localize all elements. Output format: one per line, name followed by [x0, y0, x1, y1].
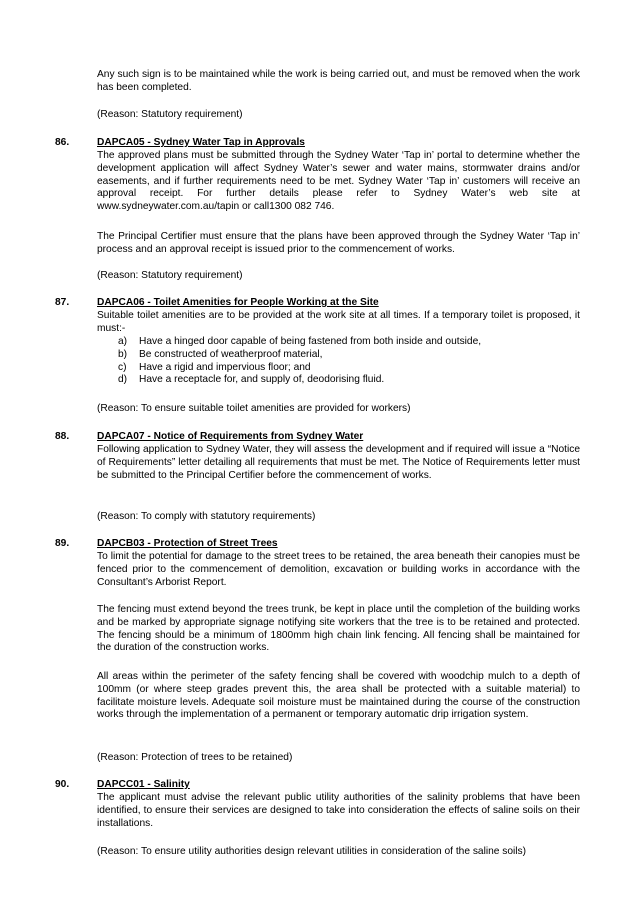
list-item: [97, 349, 580, 362]
condition-88-para1: [97, 444, 580, 482]
list-item-marker: b): [118, 348, 128, 360]
condition-87-heading: DAPCA06 - Toilet Amenities for People Working at the Site: [97, 297, 379, 308]
condition-89-para1: [97, 551, 580, 589]
list-item-marker: d): [118, 374, 128, 386]
condition-90-number: 90.: [55, 779, 70, 790]
condition-90-reason-text: (Reason: To ensure utility authorities design relevant utilities in consideration of the saline soils): [97, 846, 527, 857]
condition-89-heading: DAPCB03 - Protection of Street Trees: [97, 538, 278, 549]
condition-88-reason: [97, 511, 580, 524]
list-item-marker: c): [118, 361, 127, 373]
condition-87-list: [97, 336, 580, 387]
condition-88-reason-text: (Reason: To comply with statutory requirements): [97, 511, 316, 522]
condition-89-para2-text: The fencing must extend beyond the trees trunk, be kept in place until the completion of the building works and be marked by appropriate signage notifying site workers that the tree is to be retained and protected. The fencing should be a minimum of 1800mm high chain link fencing. All fencing shall be maintained for the duration of the construction works.: [97, 604, 580, 654]
condition-86-number: 86.: [55, 137, 70, 148]
condition-87-reason: [97, 403, 580, 416]
condition-89-para3-text: All areas within the perimeter of the safety fencing shall be covered with woodchip mulch to a depth of 100mm (or where steep grades prevent this, the area shall be protected with a suitable material) to facilitate moisture levels. Adequate soil moisture must be maintained during the course of the construction works through the implementation of a permanent or temporary automatic drip irrigation system.: [97, 671, 580, 721]
condition-88-number: 88.: [55, 431, 70, 442]
condition-90-para1-text: The applicant must advise the relevant public utility authorities of the salinity problems that have been identified, to ensure their services are designed to take into consideration the effects of saline soils on their installations.: [97, 792, 580, 829]
condition-90-para1: [97, 792, 580, 830]
condition-87-number: 87.: [55, 297, 70, 308]
list-item-text: Have a rigid and impervious floor; and: [139, 361, 311, 373]
list-item: [97, 362, 580, 375]
condition-86-heading: DAPCA05 - Sydney Water Tap in Approvals: [97, 137, 305, 148]
requirements-list: [97, 336, 580, 387]
condition-87-reason-text: (Reason: To ensure suitable toilet amenities are provided for workers): [97, 403, 411, 414]
list-item-text: Be constructed of weatherproof material,: [139, 348, 323, 360]
condition-88-para1-text: Following application to Sydney Water, they will assess the development and if required will issue a “Notice of Requirements” letter detailing all requirements that must be met. The Notice of Requirements letter must be submitted to the Principal Certifier before the commencement of works.: [97, 444, 580, 481]
list-item: [97, 374, 580, 387]
condition-88-heading: DAPCA07 - Notice of Requirements from Sydney Water: [97, 431, 364, 442]
condition-89-para3: [97, 671, 580, 722]
condition-86-reason: [97, 270, 580, 283]
condition-90-reason: [97, 846, 580, 859]
condition-89-reason: [97, 752, 580, 765]
condition-90-heading: DAPCC01 - Salinity: [97, 779, 190, 790]
intro-text: Any such sign is to be maintained while the work is being carried out, and must be removed when the work has been completed.: [97, 69, 580, 93]
intro-reason-text: (Reason: Statutory requirement): [97, 109, 243, 120]
condition-89-para2: [97, 604, 580, 655]
condition-86-para2: [97, 231, 580, 257]
list-item-text: Have a receptacle for, and supply of, deodorising fluid.: [139, 374, 385, 386]
condition-89-number: 89.: [55, 538, 70, 549]
condition-89-para1-text: To limit the potential for damage to the street trees to be retained, the area beneath their canopies must be fenced prior to the commencement of demolition, excavation or building works in accordance with the Consultant’s Arborist Report.: [97, 551, 580, 588]
condition-89-reason-text: (Reason: Protection of trees to be retained): [97, 752, 293, 763]
condition-87-para1: [97, 310, 580, 336]
list-item-text: Have a hinged door capable of being fastened from both inside and outside,: [139, 336, 482, 347]
condition-86-para2-text: The Principal Certifier must ensure that the plans have been approved through the Sydney Water ‘Tap in’ process and an approval receipt is issued prior to the commencement of works.: [97, 231, 580, 255]
condition-86-reason-text: (Reason: Statutory requirement): [97, 270, 243, 281]
condition-87-para1-text: Suitable toilet amenities are to be provided at the work site at all times. If a temporary toilet is proposed, it must:-: [97, 310, 580, 334]
condition-86-para1: [97, 150, 580, 214]
list-item: [97, 336, 580, 349]
intro-reason: [97, 109, 580, 122]
intro-paragraph: [97, 69, 580, 95]
list-item-marker: a): [118, 336, 128, 347]
condition-86-para1-text: The approved plans must be submitted through the Sydney Water ‘Tap in’ portal to determine whether the development application will affect Sydney Water’s sewer and water mains, stormwater drains and/or easements, and if further requirements need to be met. Sydney Water ‘Tap in’ customers will receive an approval receipt. For further details please refer to Sydney Water’s web site at www.sydneywater.com.au/tapin or call1300 082 746.: [97, 150, 580, 213]
